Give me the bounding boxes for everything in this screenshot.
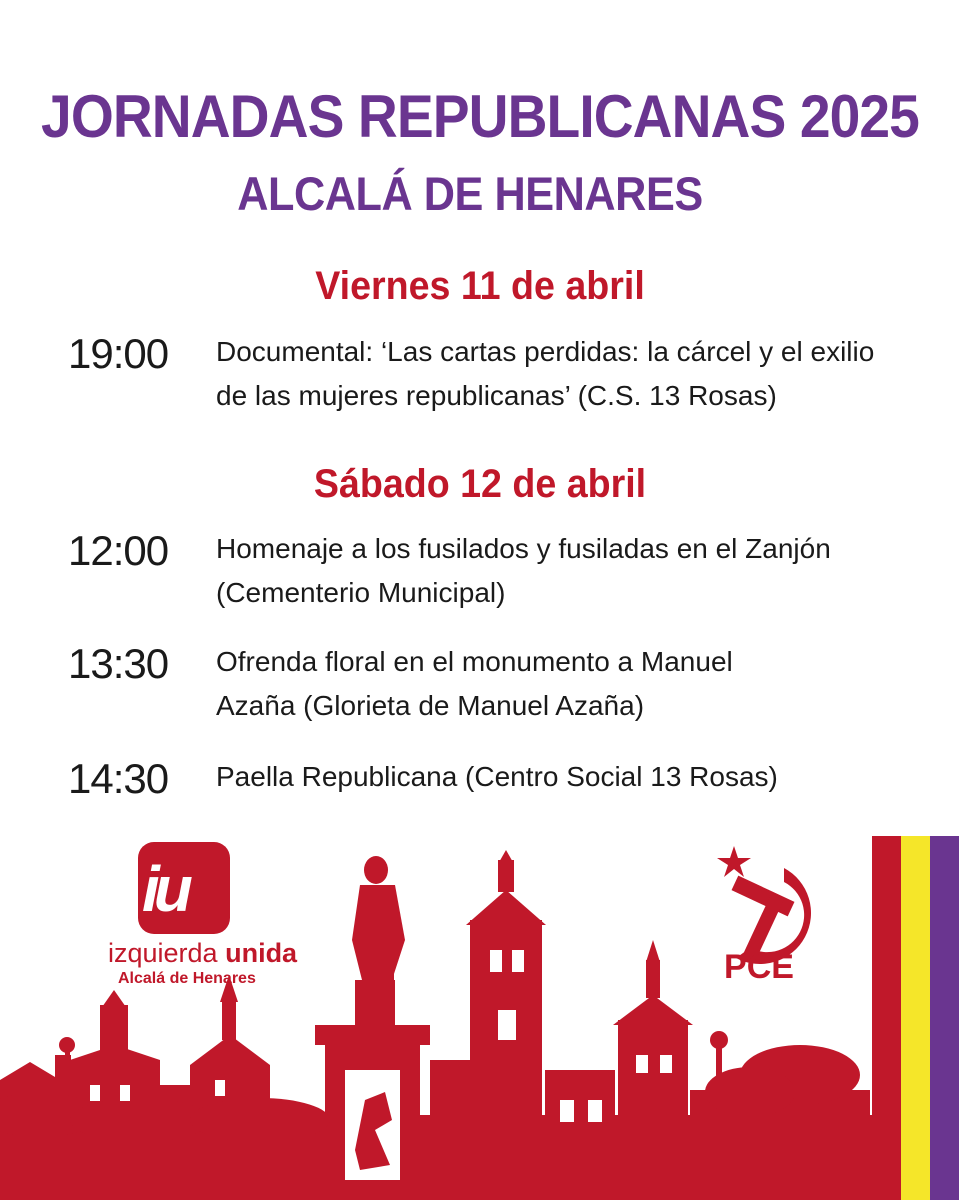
pce-hammer-sickle-logo — [674, 838, 844, 988]
iu-logo-city: Alcalá de Henares — [118, 970, 256, 987]
event-description-line: Azaña (Glorieta de Manuel Azaña) — [216, 690, 645, 721]
iu-logo-letters: iu — [142, 853, 187, 925]
event-description-line: Documental: ‘Las cartas perdidas: la cárcel y el exilio — [216, 336, 875, 367]
flag-stripe-red — [872, 836, 901, 1200]
event-description-line: Paella Republicana (Centro Social 13 Rosas) — [216, 761, 778, 792]
event-description — [216, 527, 916, 615]
pce-text: PCE — [724, 948, 794, 986]
event-description — [216, 330, 916, 418]
flag-stripe-purple — [930, 836, 959, 1200]
event-time: 13:30 — [68, 640, 169, 687]
event-time: 14:30 — [68, 755, 169, 802]
event-description-line: Homenaje a los fusilados y fusiladas en el Zanjón — [216, 533, 831, 564]
day-heading-friday: Viernes 11 de abril — [315, 264, 645, 308]
event-time: 12:00 — [68, 527, 169, 574]
event-description — [216, 755, 916, 799]
iu-logo-name: izquierda unida — [108, 938, 298, 968]
day-heading-saturday: Sábado 12 de abril — [313, 462, 647, 506]
event-description-line: de las mujeres republicanas’ (C.S. 13 Rosas) — [216, 380, 777, 411]
flag-stripe-yellow — [901, 836, 930, 1200]
event-description — [216, 640, 916, 728]
event-time: 19:00 — [68, 330, 169, 377]
page-subtitle: ALCALÁ DE HENARES — [237, 167, 703, 220]
event-description-line: Ofrenda floral en el monumento a Manuel — [216, 646, 733, 677]
event-description-line: (Cementerio Municipal) — [216, 577, 506, 608]
page-title: JORNADAS REPUBLICANAS 2025 — [41, 83, 919, 150]
